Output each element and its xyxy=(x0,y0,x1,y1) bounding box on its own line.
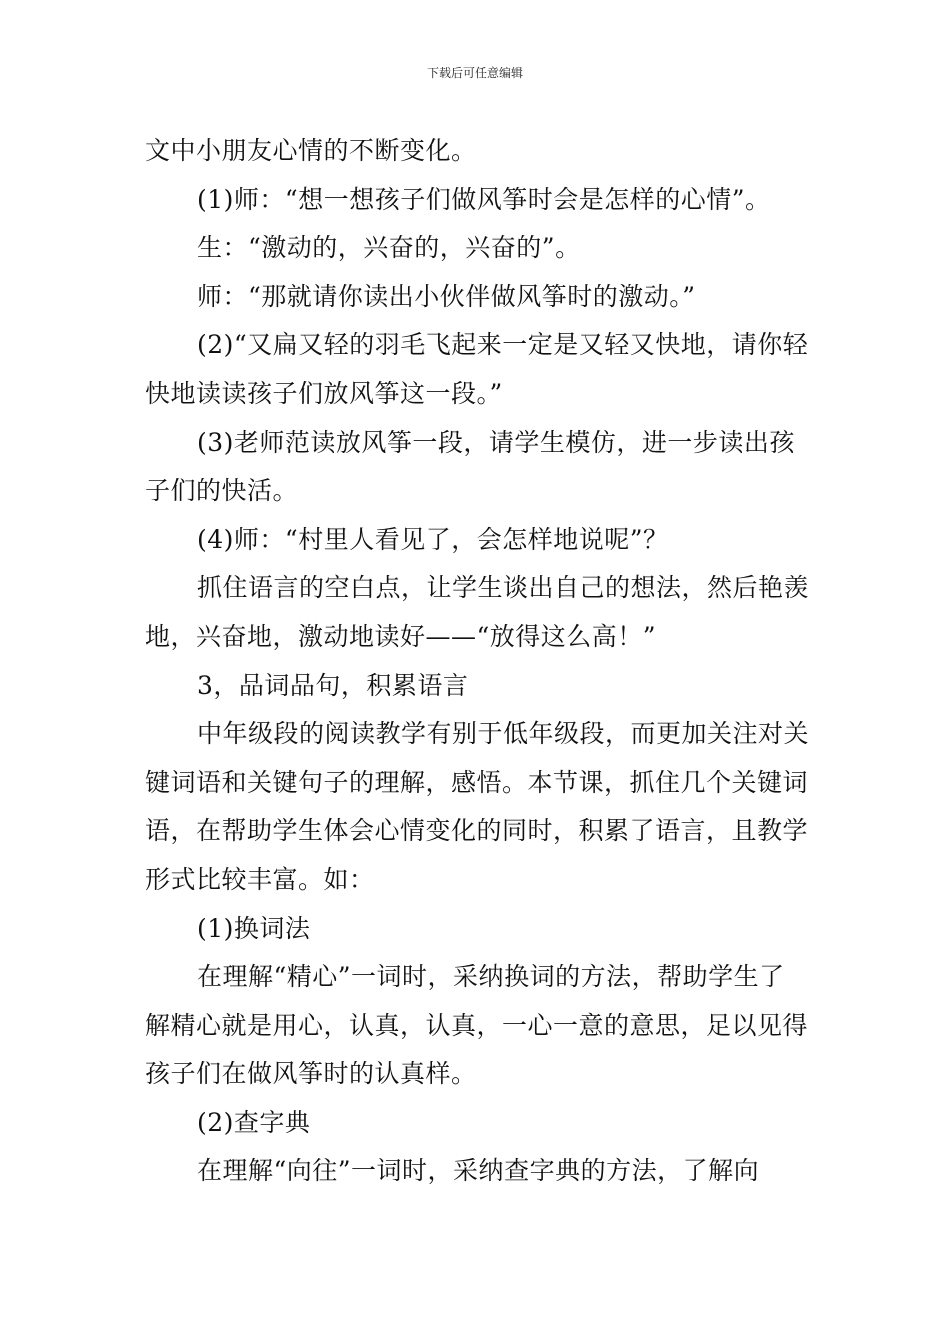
paragraph-14: 在理解“向往”一词时，采纳查字典的方法，了解向 xyxy=(197,1156,760,1186)
document-body xyxy=(145,127,810,1196)
paragraph-12: 在理解“精心”一词时，采纳换词的方法，帮助学生了解精心就是用心，认真，认真，一心一意的意思，足以见得孩子们在做风筝时的认真样。 xyxy=(145,962,809,1089)
paragraph-5: (2)“又扁又轻的羽毛飞起来一定是又轻又快地，请你轻快地读读孩子们放风筝这一段。” xyxy=(145,330,809,408)
paragraph-13: (2)查字典 xyxy=(197,1107,311,1137)
paragraph-3: 生：“激动的，兴奋的，兴奋的”。 xyxy=(197,233,581,263)
paragraph-1: 文中小朋友心情的不断变化。 xyxy=(145,136,477,165)
paragraph-10: 中年级段的阅读教学有别于低年级段，而更加关注对关键词语和关键句子的理解，感悟。本节课，抓住几个关键词语，在帮助学生体会心情变化的同时，积累了语言，且教学形式比较丰富。如： xyxy=(145,719,810,894)
paragraph-8: 抓住语言的空白点，让学生谈出自己的想法，然后艳羡地，兴奋地，激动地读好——“放得这么高！” xyxy=(145,573,810,651)
paragraph-2: (1)师：“想一想孩子们做风筝时会是怎样的心情”。 xyxy=(197,184,771,214)
header-note: 下载后可任意编辑 xyxy=(426,66,523,80)
paragraph-7: (4)师：“村里人看见了，会怎样地说呢”？ xyxy=(197,524,669,554)
paragraph-6: (3)老师范读放风筝一段，请学生模仿，进一步读出孩子们的快活。 xyxy=(145,427,795,506)
paragraph-11: (1)换词法 xyxy=(197,913,311,943)
paragraph-9: 3，品词品句，积累语言 xyxy=(197,670,469,700)
paragraph-4: 师：“那就请你读出小伙伴做风筝时的激动。” xyxy=(197,281,696,311)
